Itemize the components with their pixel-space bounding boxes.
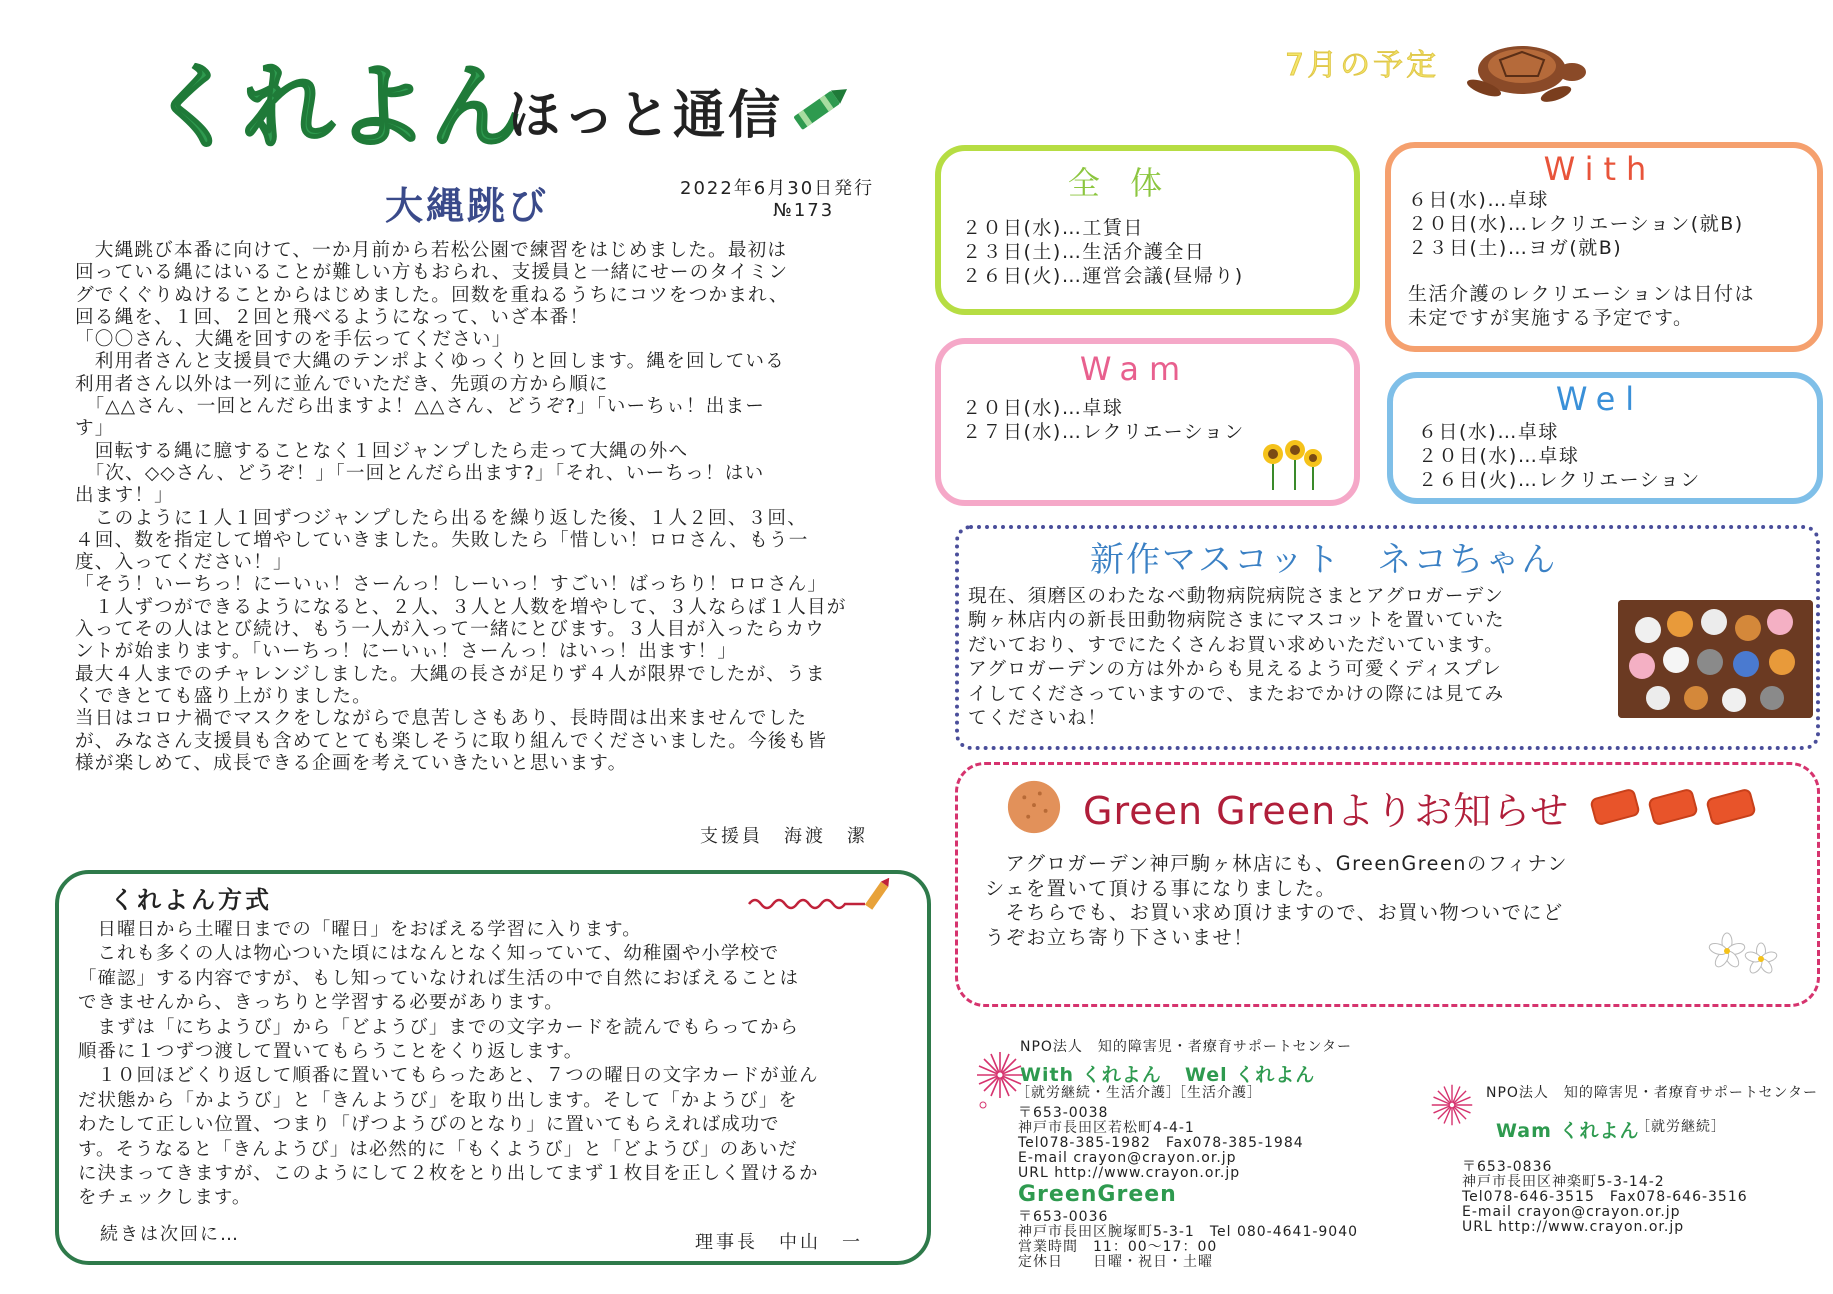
schedule-with-title: With xyxy=(1543,150,1657,188)
schedule-all-title: 全 体 xyxy=(1067,164,1173,202)
article-body xyxy=(75,240,935,775)
footer-right-address: 神戸市長田区神楽町5-3-14-2 xyxy=(1462,1174,1665,1190)
schedule-title: 7月の予定 xyxy=(1285,48,1440,83)
method-signature: 理事長 中山 一 xyxy=(695,1232,863,1253)
article-title: 大縄跳び xyxy=(385,184,550,228)
article-line: 最大４人までのチャレンジしました。大縄の長さが足りず４人が限界でしたが、うま xyxy=(75,663,826,685)
schedule-item: ２７日(水)…レクリエーション xyxy=(962,421,1245,443)
sunflower-icon xyxy=(1255,440,1325,490)
mascot-title: 新作マスコット ネコちゃん xyxy=(1090,540,1558,580)
footer-left-email[interactable]: E-mail crayon@crayon.or.jp xyxy=(1018,1150,1237,1166)
method-line: 「確認」する内容ですが、もし知っていなければ生活の中で自然におぼえることは xyxy=(78,967,800,989)
article-line: くできとても盛り上がりました。 xyxy=(75,685,372,707)
article-line: 利用者さんと支援員で大縄のテンポよくゆっくりと回します。縄を回している xyxy=(75,351,785,373)
article-line: 利用者さん以外は一列に並んでいただき、先頭の方から順に xyxy=(75,373,609,395)
method-continued: 続きは次回に… xyxy=(100,1224,240,1245)
footer-left-address: 神戸市長田区若松町4-4-1 xyxy=(1018,1120,1195,1136)
footer-left-tag2: ［生活介護］ xyxy=(1172,1085,1262,1101)
method-line: これも多くの人は物心ついた頃にはなんとなく知っていて、幼稚園や小学校で xyxy=(78,943,780,965)
footer-left-postal: 〒653-0038 xyxy=(1018,1105,1109,1121)
mascot-line: 駒ヶ林店内の新長田動物病院さまにマスコットを置いていた xyxy=(968,610,1505,632)
mascot-line: イしてくださっていますので、またおでかけの際には見てみ xyxy=(968,683,1505,705)
article-line: １人ずつができるようになると、２人、３人と人数を増やして、３人ならば１人目が xyxy=(75,596,847,618)
method-line: 順番に１つずつ渡して置いてもらうことをくり返します。 xyxy=(78,1041,584,1063)
schedule-note: 未定ですが実施する予定です。 xyxy=(1408,307,1694,329)
article-line: 「そう！いーちっ！にーいぃ！さーんっ！しーいっ！すごい！ばっちり！ロロさん」 xyxy=(75,574,828,596)
issue-info xyxy=(680,178,874,222)
article-line: 「△△さん、一回とんだら出ますよ！△△さん、どうぞ?」「いーちぃ！出まー xyxy=(75,396,766,418)
article-line: 回っている縄にはいることが難しい方もおられ、支援員と一緒にせーのタイミン xyxy=(75,262,789,284)
schedule-wam-title: Wam xyxy=(1079,350,1191,388)
issue-date: 2022年6月30日発行 xyxy=(680,178,875,199)
footer-left-tel: Tel078-385-1982 Fax078-385-1984 xyxy=(1018,1135,1304,1151)
greengreen-line: シェを置いて頂ける事になりました。 xyxy=(985,876,1337,900)
method-title: くれよん方式 xyxy=(110,886,272,914)
greengreen-body xyxy=(985,852,1735,950)
schedule-with-list xyxy=(1408,188,1755,330)
pencil-scribble-icon xyxy=(745,878,895,912)
footer-right-tel: Tel078-646-3515 Fax078-646-3516 xyxy=(1462,1189,1748,1205)
schedule-item: ２３日(土)…ヨガ(就B) xyxy=(1408,237,1623,259)
method-line: まずは「にちようび」から「どようび」までの文字カードを読んでもらってから xyxy=(78,1016,800,1038)
greengreen-closed: 定休日 日曜・祝日・土曜 xyxy=(1018,1254,1213,1270)
greengreen-address: 神戸市長田区腕塚町5-3-1 Tel 080-4641-9040 xyxy=(1018,1224,1359,1240)
article-line: 様が楽しめて、成長できる企画を考えていきたいと思います。 xyxy=(75,752,628,774)
article-line: 入ってその人はとび続け、もう一人が入って一緒にとびます。３人目が入ったらカウ xyxy=(75,619,825,641)
financier-icon xyxy=(1585,780,1765,830)
article-line: ４回、数を指定して増やしていきました。失敗したら「惜しい！ロロさん、もう一 xyxy=(75,529,809,551)
schedule-wel-title: Wel xyxy=(1555,380,1645,418)
article-line: ントが始まります。「いーちっ！にーいぃ！さーんっ！はいっ！出ます！」 xyxy=(75,641,738,663)
article-line: このように１人１回ずつジャンプしたら出るを繰り返した後、１人２回、３回、 xyxy=(75,507,807,529)
footer-right-postal: 〒653-0836 xyxy=(1462,1159,1553,1175)
article-author: 支援員 海渡 潔 xyxy=(700,826,868,847)
schedule-item: ２６日(火)…運営会議(昼帰り) xyxy=(962,265,1244,287)
issue-number: №173 xyxy=(773,200,835,221)
greengreen-line: うぞお立ち寄り下さいませ！ xyxy=(985,925,1254,949)
crayon-icon xyxy=(785,78,855,138)
sea-turtle-icon xyxy=(1460,30,1590,105)
footer-left-name1: With くれよん xyxy=(1020,1064,1162,1086)
masthead-subtitle: ほっと通信 xyxy=(508,86,784,146)
article-line: 「次、◇◇さん、どうぞ！」「一回とんだら出ます?」「それ、いーちっ！はい xyxy=(75,462,765,484)
footer-right-org: NPO法人 知的障害児・者療育サポートセンター xyxy=(1486,1085,1818,1101)
sunburst-logo-icon xyxy=(1430,1083,1474,1127)
schedule-item: ６日(水)…卓球 xyxy=(1418,421,1559,443)
article-line: す」 xyxy=(75,418,115,440)
method-line: す。そうなると「きんようび」は必然的に「もくようび」と「どようび」のあいだ xyxy=(78,1138,798,1160)
article-line: 回転する縄に臆することなく１回ジャンプしたら走って大縄の外へ xyxy=(75,440,689,462)
greengreen-line: アグロガーデン神戸駒ヶ林店にも、GreenGreenのフィナン xyxy=(985,852,1568,875)
article-line: 度、入ってください！」 xyxy=(75,552,293,574)
cookie-icon xyxy=(1005,778,1063,836)
schedule-wel-list xyxy=(1418,420,1701,492)
article-line: 大縄跳び本番に向けて、一か月前から若松公園で練習をはじめました。最初は xyxy=(75,240,788,261)
schedule-item: ２０日(水)…卓球 xyxy=(1418,445,1580,467)
greengreen-footer-info xyxy=(1018,1210,1358,1270)
schedule-note: 生活介護のレクリエーションは日付は xyxy=(1408,283,1755,305)
greengreen-line: そちらでも、お買い求め頂けますので、お買い物ついでにど xyxy=(985,901,1564,925)
schedule-item: ２０日(水)…レクリエーション(就B) xyxy=(1408,213,1744,235)
footer-right-name: Wam くれよん xyxy=(1496,1120,1640,1142)
method-line: 日曜日から土曜日までの「曜日」をおぼえる学習に入ります。 xyxy=(78,919,642,940)
method-line: できませんから、きっちりと学習する必要があります。 xyxy=(78,992,564,1014)
schedule-item: ２３日(土)…生活介護全日 xyxy=(962,241,1206,263)
white-flowers-icon xyxy=(1705,925,1785,985)
footer-left-contact xyxy=(1018,1106,1304,1181)
footer-left-name2: Wel くれよん xyxy=(1185,1064,1316,1086)
greengreen-footer-name: GreenGreen xyxy=(1018,1182,1177,1207)
footer-right-tag: ［就労継続］ xyxy=(1636,1119,1726,1135)
masthead-title: くれよん xyxy=(148,54,525,161)
footer-left-url[interactable]: URL http://www.crayon.or.jp xyxy=(1018,1165,1241,1181)
method-line: １０回ほどくり返して順番に置いてもらったあと、７つの曜日の文字カードが並ん xyxy=(78,1065,819,1087)
article-line: 出ます！」 xyxy=(75,485,174,507)
mascot-line: アグロガーデンの方は外からも見えるよう可愛くディスプレ xyxy=(968,659,1502,681)
method-line: だ状態から「かようび」と「きんようび」を取り出します。そして「かようび」を xyxy=(78,1089,798,1111)
method-line: をチェックします。 xyxy=(78,1187,252,1209)
schedule-wam-list xyxy=(962,396,1245,444)
mascot-line: 現在、須磨区のわたなべ動物病院病院さまとアグロガーデン xyxy=(968,586,1505,607)
footer-left-tag1: ［就労継続・生活介護］ xyxy=(1016,1085,1181,1101)
article-line: 当日はコロナ禍でマスクをしながらで息苦しさもあり、長時間は出来ませんでした xyxy=(75,708,808,730)
footer-right-url[interactable]: URL http://www.crayon.or.jp xyxy=(1462,1219,1685,1235)
mascot-line: だいており、すでにたくさんお買い求めいただいています。 xyxy=(968,634,1505,656)
article-line: 「〇〇さん、大縄を回すのを手伝ってください」 xyxy=(75,329,512,351)
footer-right-email[interactable]: E-mail crayon@crayon.or.jp xyxy=(1462,1204,1681,1220)
sunburst-logo-icon xyxy=(975,1050,1025,1110)
cat-mascot-photo xyxy=(1618,600,1813,718)
article-line: が、みなさん支援員も含めてとても楽しそうに取り組んでくださいました。今後も皆 xyxy=(75,730,828,752)
article-line: 回る縄を、１回、２回と飛べるようになって、いざ本番！ xyxy=(75,306,590,328)
schedule-all-list xyxy=(962,216,1244,288)
footer-left-org: NPO法人 知的障害児・者療育サポートセンター xyxy=(1020,1039,1352,1055)
schedule-item: ２０日(水)…卓球 xyxy=(962,397,1124,419)
method-body xyxy=(78,918,918,1211)
schedule-item: ２６日(火)…レクリエーション xyxy=(1418,469,1701,491)
greengreen-title: Green Greenよりお知らせ xyxy=(1083,789,1570,833)
greengreen-hours: 営業時間 11：00～17：00 xyxy=(1018,1239,1218,1255)
footer-right-contact xyxy=(1462,1160,1748,1235)
mascot-line: てくださいね！ xyxy=(968,708,1108,730)
schedule-item: ６日(水)…卓球 xyxy=(1408,189,1549,211)
method-line: に決まってきますが、このようにして２枚をとり出してまず１枚目を正しく置けるか xyxy=(78,1163,819,1185)
method-line: わたして正しい位置、つまり「げつようびのとなり」に置いてもらえれば成功で xyxy=(78,1114,780,1136)
mascot-body xyxy=(968,585,1598,731)
greengreen-postal: 〒653-0036 xyxy=(1018,1209,1109,1225)
article-line: グでくぐりぬけることからはじめました。回数を重ねるうちにコツをつかまれ、 xyxy=(75,284,789,306)
schedule-item: ２０日(水)…工賃日 xyxy=(962,217,1144,239)
